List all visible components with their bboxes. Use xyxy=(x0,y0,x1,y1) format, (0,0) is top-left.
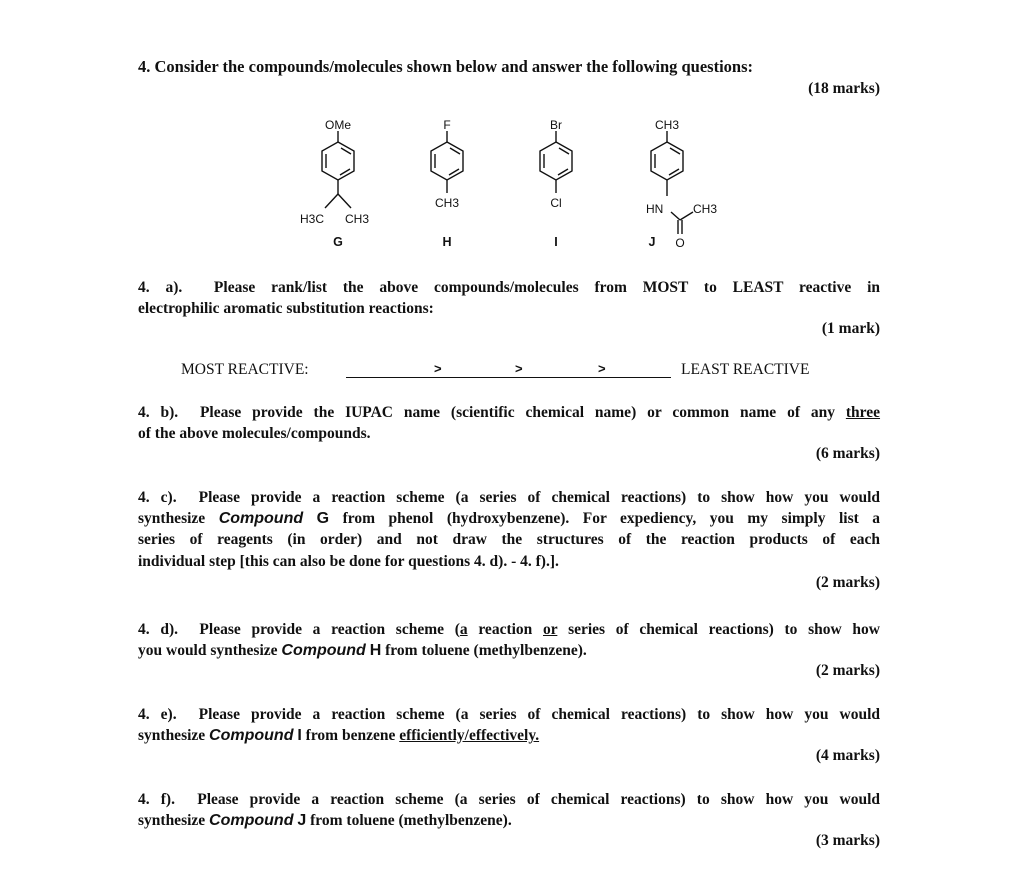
part-a-label: 4. a). xyxy=(138,279,183,296)
label-j: J xyxy=(648,235,656,249)
part-e-label: 4. e). xyxy=(138,706,177,723)
question-number: 4. xyxy=(138,57,151,76)
gt-2: > xyxy=(515,361,523,376)
least-reactive-label: LEAST REACTIVE xyxy=(681,361,810,378)
total-marks: (18 marks) xyxy=(808,80,880,97)
part-e-line1 xyxy=(138,704,880,725)
most-reactive-label: MOST REACTIVE: xyxy=(181,361,309,378)
part-d-text2b: from toluene (methylbenzene). xyxy=(385,642,587,659)
part-f-label: 4. f). xyxy=(138,791,175,808)
part-f-compound: Compound xyxy=(209,812,294,829)
part-d-compound: Compound xyxy=(281,642,366,659)
part-c-text2b: from phenol (hydroxybenzene). For expediency, you my simply list a xyxy=(342,510,881,527)
part-d-marks: (2 marks) xyxy=(815,662,880,679)
molecule-i xyxy=(540,131,572,193)
g-ch3-label: CH3 xyxy=(345,212,370,226)
part-d-text1a: Please provide a reaction scheme ( xyxy=(199,621,460,638)
part-c-line1 xyxy=(138,487,880,508)
part-b-label: 4. b). xyxy=(138,404,179,421)
h-ch3-label: CH3 xyxy=(434,196,460,210)
part-d-text1b: reaction xyxy=(467,621,543,638)
i-br-label: Br xyxy=(550,118,562,132)
part-d-line2 xyxy=(138,640,587,661)
part-b-text: Please provide the IUPAC name (scientific chemical name) or common name of any xyxy=(199,404,835,421)
part-f-marks: (3 marks) xyxy=(815,832,880,849)
part-d-line1 xyxy=(138,619,880,640)
part-a-line2: electrophilic aromatic substitution reactions: xyxy=(138,300,434,317)
j-o-label: O xyxy=(675,236,685,250)
part-b-line2: of the above molecules/compounds. xyxy=(138,425,371,442)
part-c-line2 xyxy=(138,508,880,529)
part-b-line1 xyxy=(138,402,880,423)
part-b-underlined: three xyxy=(845,404,881,421)
part-a-marks: (1 mark) xyxy=(821,320,880,337)
label-h: H xyxy=(442,235,452,249)
part-e-line2 xyxy=(138,725,539,746)
h-f-label: F xyxy=(443,118,451,132)
part-c-line3: series of reagents (in order) and not draw the structures of the reaction products of each xyxy=(138,531,880,548)
part-e-text1: Please provide a reaction scheme (a series of chemical reactions) to show how you would xyxy=(198,706,880,723)
label-i: I xyxy=(554,235,558,249)
part-a-text: Please rank/list the above compounds/molecules from MOST to LEAST reactive in xyxy=(213,279,880,296)
label-g: G xyxy=(333,235,343,249)
part-f-text2a: synthesize xyxy=(138,812,206,829)
part-c-label: 4. c). xyxy=(138,489,177,506)
part-d-label: 4. d). xyxy=(138,621,178,638)
part-c-text1: Please provide a reaction scheme (a series of chemical reactions) to show how you would xyxy=(198,489,880,506)
g-h3c-label: H3C xyxy=(300,212,325,226)
j-ch3-top-label: CH3 xyxy=(654,118,680,132)
molecule-g xyxy=(322,131,354,208)
part-c-line4: individual step [this can also be done for questions 4. d). - 4. f).]. xyxy=(138,553,559,570)
molecule-j xyxy=(651,131,693,234)
molecule-structures xyxy=(0,110,1024,260)
i-cl-label: Cl xyxy=(550,196,562,210)
j-ch3-label: CH3 xyxy=(693,202,718,216)
part-e-marks: (4 marks) xyxy=(815,747,880,764)
part-c-marks: (2 marks) xyxy=(815,574,880,591)
part-f-text1: Please provide a reaction scheme (a series of chemical reactions) to show how you would xyxy=(197,791,881,808)
part-d-letter: H xyxy=(369,642,382,659)
part-e-text2a: synthesize xyxy=(138,727,206,744)
molecule-h xyxy=(431,131,463,193)
part-b-marks: (6 marks) xyxy=(815,445,880,462)
part-e-underlined: efficiently/effectively. xyxy=(399,727,540,744)
part-d-text2a: you would synthesize xyxy=(138,642,278,659)
part-c-letter: G xyxy=(316,510,330,527)
part-d-text1c: series of chemical reactions) to show how xyxy=(557,621,880,638)
part-d-underlined-or: or xyxy=(543,621,558,638)
part-f-letter: J xyxy=(297,812,307,829)
part-e-text2b: from benzene xyxy=(305,727,396,744)
g-ome-label: OMe xyxy=(324,118,352,132)
ranking-answer-line[interactable] xyxy=(346,377,671,378)
question-intro: Consider the compounds/molecules shown below and answer the following questions: xyxy=(154,57,754,76)
part-d-underlined-a: a xyxy=(459,621,468,638)
j-hn-label: HN xyxy=(646,202,664,216)
part-a-line1 xyxy=(138,277,880,298)
part-c-text2a: synthesize xyxy=(138,510,206,527)
part-c-compound: Compound xyxy=(218,510,304,527)
question-header xyxy=(138,56,753,77)
part-e-letter: I xyxy=(297,727,302,744)
gt-3: > xyxy=(598,361,606,376)
part-e-compound: Compound xyxy=(209,727,294,744)
part-f-line2 xyxy=(138,810,512,831)
part-f-text2b: from toluene (methylbenzene). xyxy=(310,812,512,829)
part-f-line1 xyxy=(138,789,880,810)
gt-1: > xyxy=(434,361,442,376)
